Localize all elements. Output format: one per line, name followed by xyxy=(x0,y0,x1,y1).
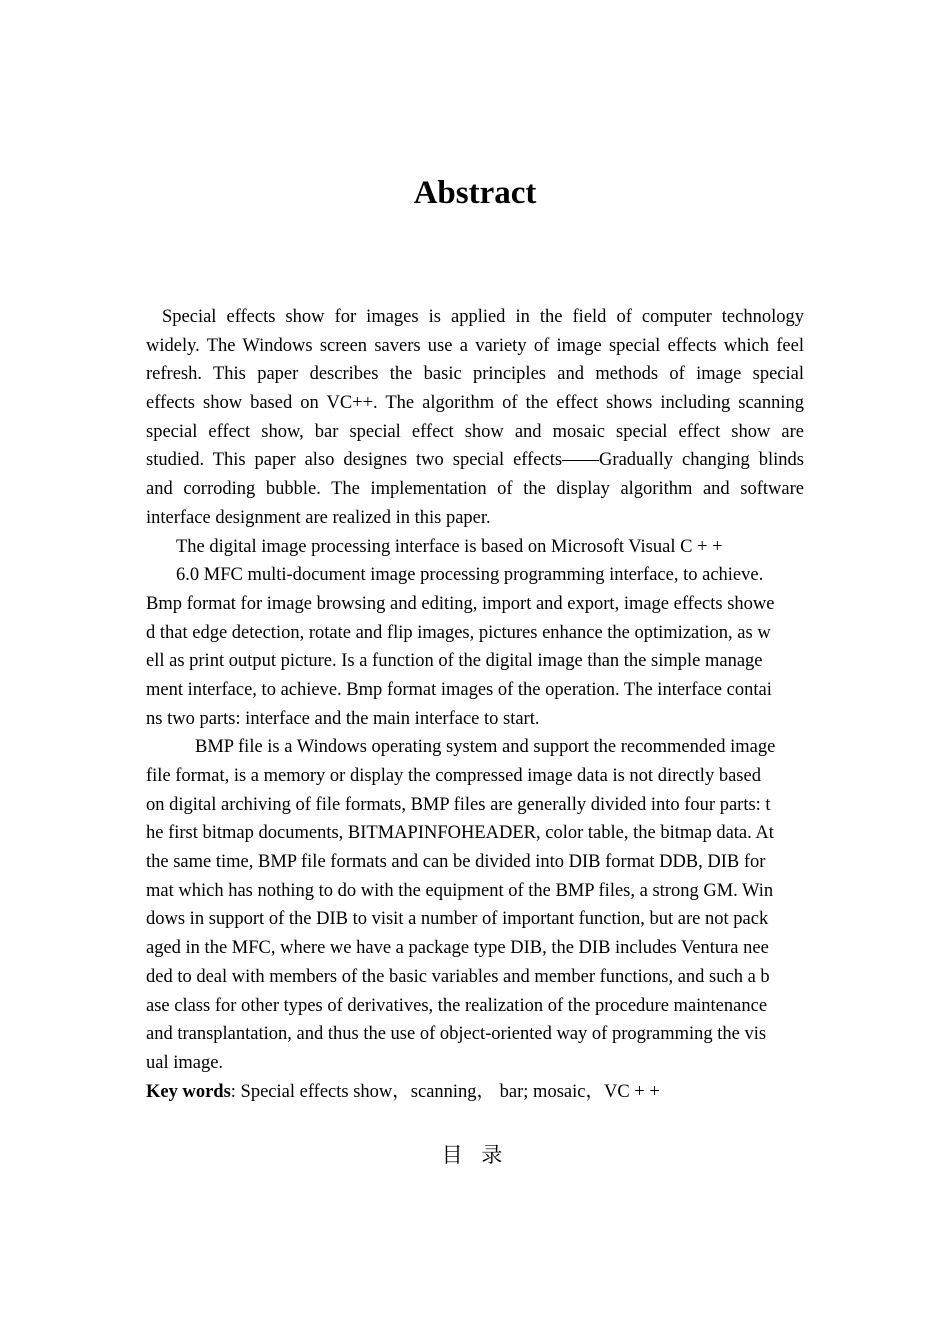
text-line: aged in the MFC, where we have a package type DIB, the DIB includes Ventura nee xyxy=(146,938,769,959)
text-line: interface designment are realized in this paper. xyxy=(146,507,491,528)
paragraph-3 xyxy=(146,733,804,1077)
text-line: file format, is a memory or display the compressed image data is not directly based xyxy=(146,766,761,786)
text-line: 6.0 MFC multi-document image processing programming interface, to achieve. xyxy=(176,565,764,586)
text-line: ded to deal with members of the basic variables and member functions, and such a b xyxy=(146,966,770,987)
keywords-label: Key words xyxy=(146,1081,231,1102)
text-line: refresh. This paper describes the basic principles and methods of image special xyxy=(146,364,804,385)
text-line: ual image. xyxy=(146,1052,224,1073)
keywords xyxy=(146,1078,804,1107)
text-line: Bmp format for image browsing and editing, import and export, image effects showe xyxy=(146,593,775,614)
text-line: ment interface, to achieve. Bmp format images of the operation. The interface contai xyxy=(146,679,772,700)
text-line: ell as print output picture. Is a function of the digital image than the simple manage xyxy=(146,651,763,672)
text-line: ase class for other types of derivatives, the realization of the procedure maintenance xyxy=(146,995,768,1016)
text-line: d that edge detection, rotate and flip images, pictures enhance the optimization, as w xyxy=(146,622,771,643)
keywords-text: : Special effects show，scanning， bar; mosaic，VC + + xyxy=(230,1081,660,1102)
text-line: mat which has nothing to do with the equipment of the BMP files, a strong GM. Win xyxy=(146,880,774,901)
text-line: BMP file is a Windows operating system and support the recommended image xyxy=(195,737,776,758)
text-line: ns two parts: interface and the main interface to start. xyxy=(146,708,540,729)
text-line: the same time, BMP file formats and can be divided into DIB format DDB, DIB for xyxy=(146,852,766,873)
text-line: special effect show, bar special effect show and mosaic special effect show are xyxy=(146,421,804,442)
paragraph-1 xyxy=(146,303,804,533)
text-line: effects show based on VC++. The algorithm of the effect shows including scanning xyxy=(146,393,804,414)
text-line: and transplantation, and thus the use of object-oriented way of programming the vis xyxy=(146,1024,767,1045)
text-line: Special effects show for images is applied in the field of computer technology xyxy=(162,307,804,327)
abstract-body xyxy=(146,303,804,1106)
text-line: dows in support of the DIB to visit a number of important function, but are not pack xyxy=(146,909,769,930)
text-line: and corroding bubble. The implementation of the display algorithm and software xyxy=(146,479,804,500)
text-line: he first bitmap documents, BITMAPINFOHEADER, color table, the bitmap data. At xyxy=(146,823,774,844)
text-line: widely. The Windows screen savers use a variety of image special effects which feel xyxy=(146,335,804,356)
text-line: on digital archiving of file formats, BMP files are generally divided into four parts: t xyxy=(146,794,771,815)
text-line: The digital image processing interface is based on Microsoft Visual C + + xyxy=(176,536,723,557)
text-line: studied. This paper also designes two special effects——Gradually changing blinds xyxy=(146,450,804,471)
paragraph-2 xyxy=(146,533,804,734)
toc-heading: 目 录 xyxy=(441,1143,509,1167)
abstract-title: Abstract xyxy=(413,175,537,211)
